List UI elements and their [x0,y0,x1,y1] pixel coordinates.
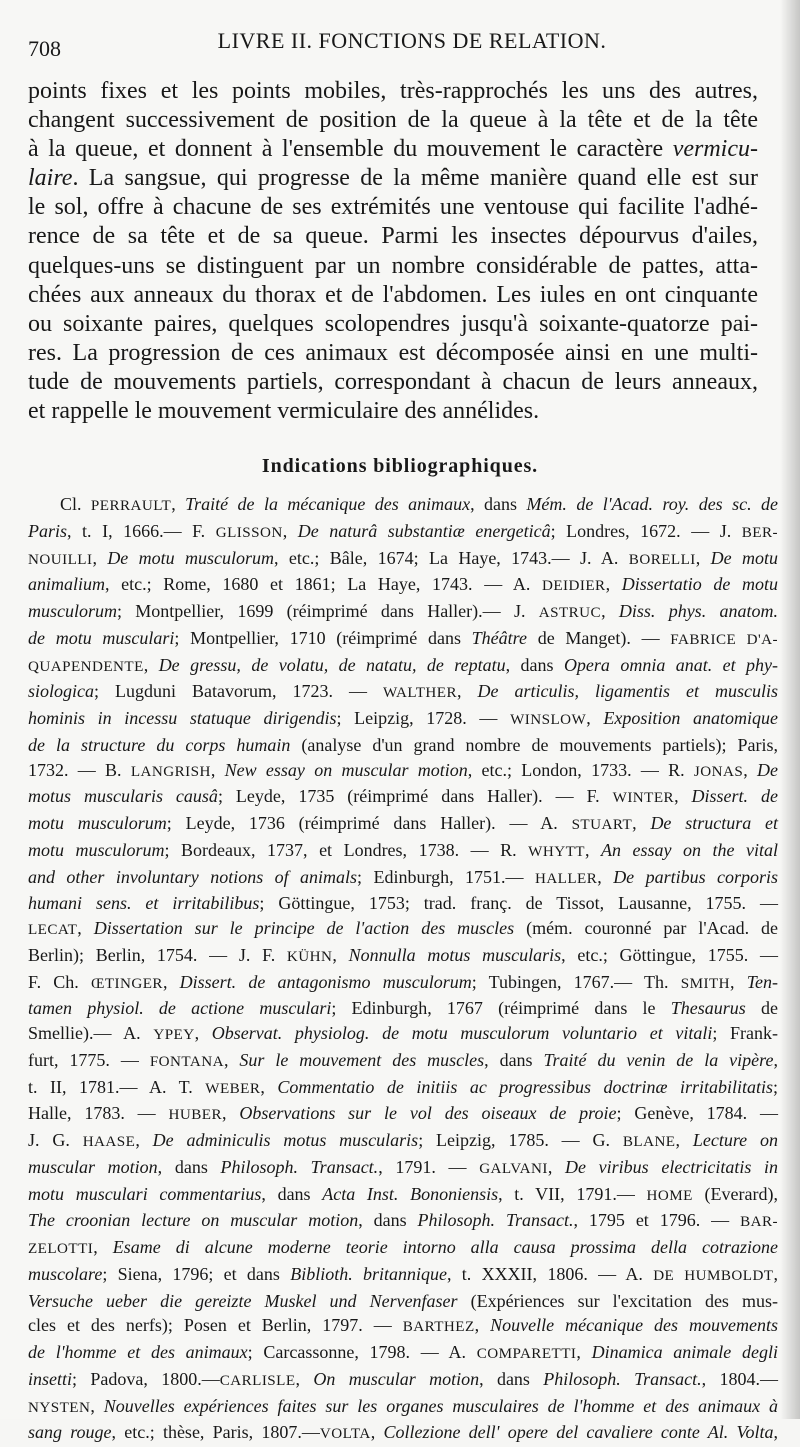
text-run: cles et des nerfs); Posen et Berlin, 1797. — [28,1315,403,1336]
bibliography-line [28,865,778,892]
italic-title: Mém. de l'Acad. roy. des sc. de [526,494,778,514]
text-run: ; Edinburgh, 1767 (réimprimé dans le [331,998,671,1019]
author-name: FONTANA [149,1053,224,1070]
italic-title: Opera omnia anat. et phy- [563,654,779,675]
text-run: , [597,866,614,887]
text-run: , dans [157,1156,221,1177]
bibliography-line [28,758,778,785]
italic-title: vermicu- [672,136,758,163]
text-run: , [171,494,186,514]
text-run: chées aux anneaux du thorax et de l'abdomen. Les iules en ont cinquante [28,281,758,308]
author-name: BARTHEZ [402,1319,475,1336]
author-name: WINTER [612,790,675,807]
author-name: QUAPENDENTE [28,658,144,675]
text-run: , dans [358,1210,418,1231]
author-name: VOLTA [319,1426,371,1443]
italic-title: Versuche ueber die gereizte Muskel und Nervenfaser [28,1290,458,1311]
author-name: HUBER [168,1107,222,1124]
text-run: , [474,1315,491,1336]
text-run: res. La progression de ces animaux est décomposée ainsi en une multi- [28,339,758,366]
text-run: ; Siena, 1796; et dans [102,1263,291,1284]
italic-title: de motu musculari [28,627,175,648]
text-run: t. II, 1781.— A. T. [28,1076,206,1097]
italic-title: Traité du venin de la vipère [543,1049,774,1070]
bibliography-line [28,653,778,680]
text-line [28,106,758,135]
text-run: , 1791. — [378,1156,480,1177]
text-run: Smellie).— A. [28,1023,154,1043]
text-run: , t. XXXII, 1806. — A. [447,1263,654,1284]
page-number: 708 [28,36,61,61]
author-name: FABRICE D'A- [670,631,778,648]
bibliography-line [28,1208,778,1235]
bibliography-line [28,492,778,519]
text-run: ; Leyde, 1735 (réimprimé dans Haller). — F. [217,786,613,807]
italic-title: motus muscularis causâ [28,786,218,807]
text-line [28,135,758,164]
text-line [28,397,758,426]
bibliography-line [28,572,778,599]
text-run: , etc.; Bâle, 1674; La Haye, 1743.— J. A. [274,547,629,568]
text-run: ; Edinburgh, 1751.— [357,866,535,887]
bibliography-line [28,519,778,546]
text-run: (analyse d'un grand nombre de mouvements partiels); Paris, [290,734,778,755]
text-run: , [605,574,622,595]
text-line [28,339,758,368]
text-run: , 1804.— [701,1368,779,1389]
text-run: rence de sa tête et de sa queue. Parmi les insectes dépourvus d'ailes, [28,223,758,250]
text-line [28,77,758,106]
italic-title: De viribus electricitatis in [565,1156,778,1177]
text-run: ; Leyde, 1736 (réimprimé dans Haller). — A. [166,813,572,833]
italic-title: Philosoph. Transact. [417,1210,574,1231]
bibliography-line [28,811,778,838]
italic-title: De naturâ substantiæ energeticâ [297,520,551,541]
italic-title: De gressu, de volatu, de natatu, de reptatu [158,654,506,675]
author-name: BORELLI [628,551,696,568]
text-run: ; Lugduni Batavorum, 1723. — [94,681,384,702]
text-run: quelques-uns se distinguent par un nombre considérable de pattes, atta- [28,252,758,279]
bibliography-line [28,1289,778,1314]
author-name: LANGRISH [130,763,211,780]
bibliography-line [28,1420,778,1447]
italic-title: Philosoph. Transact. [220,1156,379,1177]
italic-title: laire [28,165,73,192]
text-run: (Expériences sur l'excitation des mus- [457,1290,778,1311]
bibliography-line [28,706,778,733]
text-run: , [90,1395,104,1416]
text-run: , [456,681,478,702]
text-run: , [773,1263,778,1284]
text-run: ; Montpellier, 1710 (réimprimé dans [174,627,472,648]
text-run: , [162,971,180,992]
bibliography-line [28,838,778,865]
text-run: , t. VII, 1791.— [498,1183,647,1204]
italic-title: siologica [28,681,94,702]
text-run: , dans [261,1183,323,1204]
author-name: NOUILLI [28,551,93,568]
text-run: , [210,759,225,780]
author-name: JONAS [693,763,744,780]
author-name: HAASE [82,1134,136,1150]
bibliography-line [28,1075,778,1102]
italic-title: hominis in incessu statuque dirigendis [28,708,337,728]
text-run: ; Londres, 1672. — J. [550,520,742,541]
text-run: ; Montpellier, 1699 (réimprimé dans Haller).— J. [117,601,539,621]
bibliography-line [28,1021,778,1048]
bibliography-line [28,679,778,706]
text-run: ; Padova, 1800.— [72,1368,220,1389]
text-run: , [773,1422,779,1443]
text-run: . La sangsue, qui progresse de la même manière quand elle est sur [72,165,758,192]
italic-title: The croonian lecture on muscular motion [28,1210,359,1231]
text-line [28,310,758,339]
italic-title: insetti [28,1368,72,1389]
text-run: , [282,520,298,541]
author-name: ASTRUC [538,605,602,621]
text-run: de Manget). — [527,627,671,648]
italic-title: Thesaurus [670,998,746,1019]
italic-title: Lecture on [692,1130,778,1150]
text-run: , etc.; London, 1733. — R. [467,759,694,780]
italic-title: De motu musculorum [107,547,275,568]
text-run: , [601,601,619,621]
italic-title: musculorum [28,601,117,621]
text-run: 1732. — B. [28,759,131,780]
italic-title: Dissertation sur le principe de l'action des muscles [93,918,515,938]
italic-title: motu musculorum [28,839,165,860]
author-name: GALVANI [479,1160,548,1177]
bibliography-line [28,1367,778,1394]
text-run: , [143,654,159,675]
author-name: DE HUMBOLDT [653,1267,774,1284]
text-run: , [223,1049,240,1070]
author-name: ZELOTTI [28,1241,94,1257]
text-run: , [370,1422,384,1443]
bibliography-line [28,1313,778,1340]
text-run: , [730,971,747,992]
italic-title: Collezione dell' opere del cavaliere conte Al. Volta [383,1422,774,1443]
author-name: YPEY [153,1027,195,1043]
bibliography-line [28,1155,778,1182]
text-run: , [674,786,692,807]
author-name: ŒTINGER [90,975,163,992]
italic-title: De motu [710,547,778,568]
italic-title: Commentatio de initiis ac progressibus doctrinæ irritabilitatis [277,1076,773,1097]
text-run: à la queue, et donnent à l'ensemble du mouvement le caractère [28,136,673,163]
italic-title: Nonnulla motus muscularis [348,944,562,965]
italic-title: Dissert. de antagonismo musculorum [179,971,472,992]
text-run: et rappelle le mouvement vermiculaire des annélides. [28,398,540,425]
bibliography-line [28,1235,778,1262]
body-paragraph [28,77,758,426]
text-run: , [222,1103,240,1124]
text-line [28,252,758,281]
italic-title: An essay on the vital [600,839,779,860]
text-run: furt, 1775. — [28,1049,150,1070]
italic-title: De partibus corporis [613,866,779,887]
text-run: F. Ch. [28,971,91,992]
text-run: , [194,1023,212,1043]
bibliography-line [28,1182,778,1209]
text-run: ; Genève, 1784. — [616,1103,779,1124]
text-run: , [92,547,108,568]
author-name: COMPARETTI [476,1346,577,1362]
author-name: BLANE [622,1134,676,1150]
italic-title: Observat. physiolog. de motu musculorum voluntario et vitali [211,1023,713,1043]
italic-title: Ten- [746,971,779,992]
text-run: , dans [470,494,527,514]
text-run: , [576,1342,592,1362]
author-name: CARLISLE [219,1372,296,1389]
text-run: (Everard), [692,1183,778,1204]
italic-title: De [757,759,778,780]
text-run: , [632,813,651,833]
text-run: ; Frank- [712,1023,779,1043]
author-name: STUART [571,817,633,833]
italic-title: sang rouge [28,1422,112,1443]
bibliography-line [28,733,778,758]
text-run: Cl. [60,494,91,514]
text-run: , dans [484,1049,544,1070]
author-name: BAR- [740,1214,778,1231]
text-run: J. G. [28,1130,83,1150]
italic-title: humani sens. et irritabilibus [28,893,260,914]
text-run: , [675,1130,693,1150]
text-run: points fixes et les points mobiles, très-rapprochés les uns des autres, [28,78,758,104]
text-run: ; Bordeaux, 1737, et Londres, 1738. — R. [164,839,529,860]
text-run: ; Leipzig, 1785. — G. [418,1130,623,1150]
bibliography-line [28,546,778,573]
italic-title: Philosoph. Transact. [543,1368,702,1389]
italic-title: Sur le mouvement des muscles [239,1049,485,1070]
author-name: WEBER [205,1080,261,1097]
italic-title: motu musculari commentarius [28,1183,262,1204]
text-line [28,164,758,193]
text-run: (mém. couronné par l'Acad. de [514,918,779,938]
bibliography-line [28,1394,778,1421]
italic-title: muscular motion [28,1156,158,1177]
bibliography-line [28,626,778,653]
italic-title: Acta Inst. Bononiensis [322,1183,499,1204]
bibliography-line [28,891,778,916]
bibliography-line [28,784,778,811]
author-name: GLISSON [215,524,283,541]
text-run: de [745,998,778,1019]
italic-title: Dinamica animale degli [591,1342,778,1362]
bibliography-line [28,996,778,1021]
text-run: le sol, offre à chacune de ses extrémités une ventouse qui facilite l'adhé- [28,194,758,221]
bibliography-line [28,970,778,997]
text-line [28,368,758,397]
italic-title: Paris [28,520,68,541]
italic-title: muscolare [28,1263,103,1284]
italic-title: Nouvelle mécanique des mouvements [490,1315,778,1336]
bibliography-list [28,492,778,1447]
author-name: PERRAULT [90,498,172,514]
text-run: , [743,759,757,780]
text-run: , [295,1368,314,1389]
section-heading: Indications bibliographiques. [261,455,539,477]
text-run: , [135,1130,153,1150]
text-run: Berlin); Berlin, 1754. — J. F. [28,944,287,965]
italic-title: Théâtre [471,627,527,648]
italic-title: Dissert. de [691,786,779,807]
text-run: tude de mouvements partiels, correspondant à chacun de leurs anneaux, [28,368,758,395]
text-run: , [584,839,601,860]
text-run: ; Göttingue, 1753; trad. franç. de Tissot, Lausanne, 1755. — [259,893,779,914]
page-edge-shadow [780,0,800,1419]
text-run: , etc.; Göttingue, 1755. — [561,944,778,965]
italic-title: Diss. phys. anatom. [618,601,778,621]
italic-title: de l'homme et des animaux [28,1342,248,1362]
italic-title: tamen physiol. de actione musculari [28,998,332,1019]
text-line [28,193,758,222]
text-run: , [695,547,711,568]
text-run: changent successivement de position de la queue à la tête et de la tête [28,107,758,134]
bibliography-line [28,943,778,970]
text-run: Halle, 1783. — [28,1103,169,1124]
author-name: NYSTEN [28,1399,91,1416]
author-name: HOME [646,1187,693,1204]
text-run: , [93,1237,113,1257]
italic-title: On muscular motion [313,1368,480,1389]
text-run: , [77,918,94,938]
bibliography-line [28,599,778,626]
author-name: KÜHN [286,948,333,965]
italic-title: and other involuntary notions of animals [28,866,358,887]
author-name: SMITH [680,975,730,992]
italic-title: de la structure du corps humain [28,734,291,755]
bibliography-line [28,916,778,943]
italic-title: New essay on muscular motion [224,759,468,780]
text-run: ; Leipzig, 1728. — [336,708,511,728]
text-run: , [773,1049,778,1070]
italic-title: Dissertatio de motu [621,574,779,595]
text-run: , t. I, 1666.— F. [67,520,216,541]
bibliography-line [28,1340,778,1367]
italic-title: Exposition anatomique [603,708,779,728]
text-line [28,281,758,310]
bibliography-line [28,1048,778,1075]
text-run: , 1795 et 1796. — [573,1210,741,1231]
italic-title: Observations sur le vol des oiseaux de proie [239,1103,617,1124]
text-run: , [586,708,604,728]
text-line [28,222,758,251]
italic-title: De articulis, ligamentis et musculis [477,681,779,702]
text-run: , dans [479,1368,544,1389]
text-run: , [547,1156,566,1177]
bibliography-line [28,1128,778,1155]
author-name: WALTHER [383,685,457,702]
text-run: ; [772,1076,778,1097]
author-name: HALLER [534,870,598,887]
italic-title: Esame di alcune moderne teorie intorno alla causa prossima della cotrazione [112,1237,778,1257]
text-run: , etc.; thèse, Paris, 1807.— [111,1422,320,1443]
text-run: ou soixante paires, quelques scolopendres jusqu'à soixante-quatorze pai- [28,310,758,337]
text-run: , [260,1076,278,1097]
author-name: DEIDIER [541,578,606,595]
italic-title: motu musculorum [28,813,167,833]
author-name: LECAT [28,922,78,938]
italic-title: De structura et [650,813,779,833]
italic-title: De adminiculis motus muscularis [152,1130,419,1150]
author-name: WINSLOW [510,712,587,728]
bibliography-line [28,1101,778,1128]
italic-title: Nouvelles expériences faites sur les organes musculaires de l'homme et des animaux à [103,1395,778,1416]
text-run: ; Carcassonne, 1798. — A. [247,1342,477,1362]
author-name: WHYTT [528,843,585,860]
text-run: ; Tubingen, 1767.— Th. [471,971,681,992]
text-run: , etc.; Rome, 1680 et 1861; La Haye, 1743. — A. [105,574,542,595]
italic-title: Traité de la mécanique des animaux [185,494,471,514]
running-head: LIVRE II. FONCTIONS DE RELATION. [217,28,607,53]
italic-title: Biblioth. britannique [290,1263,447,1284]
text-run: , [332,944,349,965]
text-run: , dans [505,654,564,675]
italic-title: animalium [28,574,106,595]
bibliography-line [28,1262,778,1289]
author-name: BER- [741,524,778,541]
